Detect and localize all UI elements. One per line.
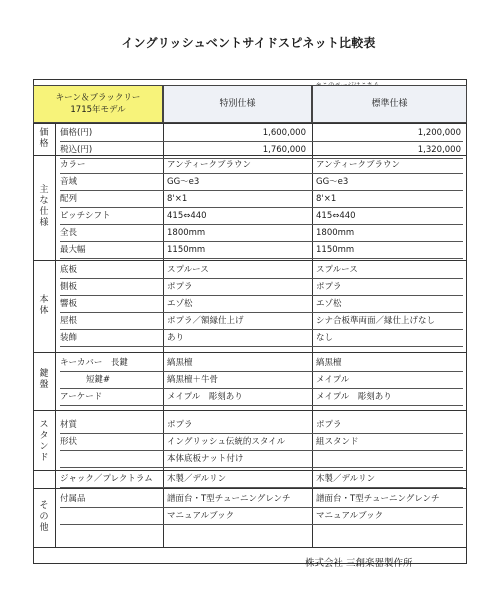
cell-special: マニュアルブック (167, 511, 235, 521)
header-model-name: キーン＆ブラックリー (55, 93, 141, 103)
section-divider (33, 410, 467, 411)
table-row (56, 434, 467, 451)
cell-special: 本体底板ナット付け (167, 454, 244, 464)
cell-standard: アンティークブラウン (316, 160, 400, 170)
cell-special: あり (167, 333, 185, 343)
cell-special: ポプラ (167, 282, 193, 292)
cell-standard: なし (316, 333, 334, 343)
header-model-year: 1715年モデル (70, 105, 126, 115)
section-other-char: の (39, 512, 49, 522)
page-title: イングリッシュベントサイドスピネット比較表 (121, 36, 376, 50)
table-row (56, 313, 467, 330)
table-row (56, 279, 467, 296)
cell-standard: 1150mm (316, 245, 355, 255)
row-rule (60, 524, 463, 525)
header-special (163, 85, 312, 123)
table-row (56, 330, 467, 347)
table-row (56, 262, 467, 279)
row-label: 底板 (60, 265, 78, 275)
section-stand-char: ス (39, 420, 49, 430)
cell-standard: 1800mm (316, 228, 355, 238)
cell-standard: 縞黒檀 (316, 358, 342, 368)
cell-special: 1,600,000 (262, 128, 306, 138)
table-row (56, 372, 467, 389)
section-stand-char: ド (39, 453, 49, 463)
row-label: 配列 (60, 194, 78, 204)
section-other-char: 他 (39, 523, 49, 533)
row-label: 音域 (60, 177, 78, 187)
row-label: キーカバー 長鍵 (60, 358, 128, 368)
cell-special: 1,760,000 (262, 145, 306, 155)
cell-standard: エゾ松 (316, 299, 342, 309)
section-body-char: 本 (39, 294, 49, 305)
row-label: 響板 (60, 299, 78, 309)
cell-special: 木製／デルリン (167, 474, 227, 484)
cell-special: ポプラ／額縁仕上げ (167, 316, 244, 326)
row-label: 装飾 (60, 333, 78, 343)
cell-standard: 1,320,000 (417, 145, 461, 155)
cell-standard: 木製／デルリン (316, 474, 376, 484)
row-rule (60, 487, 463, 488)
section-main-specs-char: 仕 (39, 207, 49, 217)
section-main-specs-char: 主 (39, 185, 49, 195)
section-main-specs-label (33, 155, 55, 259)
table-row (56, 174, 467, 191)
cell-special: イングリッシュ伝統的スタイル (167, 437, 286, 447)
row-rule (60, 346, 463, 347)
table-row (56, 208, 467, 225)
table-row (56, 508, 467, 525)
header-standard-label: 標準仕様 (371, 99, 408, 109)
table-row (56, 355, 467, 372)
table-row (56, 451, 467, 468)
table-row (56, 471, 467, 488)
table-row (56, 191, 467, 208)
table-row (56, 125, 467, 142)
table-row (56, 296, 467, 313)
row-rule (60, 258, 463, 259)
table-row (56, 389, 467, 406)
row-rule (60, 405, 463, 406)
cell-standard: メイプル (316, 375, 350, 385)
cell-standard: ポプラ (316, 420, 342, 430)
section-divider (33, 352, 467, 353)
row-label: ジャック／プレクトラム (60, 474, 153, 484)
cell-special: 譜面台・T型チューニングレンチ (167, 494, 291, 504)
section-divider (33, 260, 467, 261)
table-row (56, 225, 467, 242)
section-price-char: 格 (39, 138, 49, 149)
cell-special: ポプラ (167, 420, 193, 430)
cell-standard: シナ合板準両面／縁仕上げなし (316, 316, 436, 326)
row-label: 材質 (60, 420, 78, 430)
row-label: 税込(円) (60, 145, 93, 155)
cell-standard: スプルース (316, 265, 358, 275)
cell-standard: 組スタンド (316, 437, 359, 447)
row-label: 価格(円) (60, 128, 93, 138)
row-label: ピッチシフト (60, 211, 111, 221)
header-model (33, 85, 163, 123)
cell-special: アンティークブラウン (167, 160, 251, 170)
row-label: 短鍵# (86, 375, 111, 385)
cell-standard: 415⇔440 (316, 211, 356, 221)
table-row (56, 491, 467, 508)
cell-standard: 8'×1 (316, 194, 337, 204)
table-row (56, 157, 467, 174)
section-keyboard-char: 盤 (39, 380, 49, 390)
cell-special: 1800mm (167, 228, 206, 238)
section-divider (33, 547, 467, 548)
row-label: 全長 (60, 228, 78, 238)
section-stand-char: ン (39, 442, 49, 452)
section-stand-char: タ (39, 431, 49, 441)
cell-special: 8'×1 (167, 194, 188, 204)
header-standard (312, 85, 467, 123)
section-body-label (33, 261, 55, 350)
section-stand-label (33, 415, 55, 469)
cell-standard: メイプル 彫刻あり (316, 392, 392, 402)
cell-special: 縞黒檀＋牛骨 (167, 375, 219, 385)
cell-special: 1150mm (167, 245, 206, 255)
row-label: 付属品 (60, 494, 86, 504)
row-label: アーケード (60, 392, 103, 402)
row-label: 側板 (60, 282, 78, 292)
row-label: 形状 (60, 437, 78, 447)
cell-special: エゾ松 (167, 299, 193, 309)
row-label: 屋根 (60, 316, 78, 326)
section-divider (33, 123, 467, 124)
row-label: 最大幅 (60, 245, 86, 255)
cell-standard: 1,200,000 (417, 128, 461, 138)
header-special-label: 特別仕様 (219, 99, 256, 109)
cell-standard: マニュアルブック (316, 511, 384, 521)
cell-standard: 譜面台・T型チューニングレンチ (316, 494, 440, 504)
table-row (56, 242, 467, 259)
section-other-char: そ (39, 501, 49, 511)
section-other-label (33, 489, 55, 546)
table-row (56, 417, 467, 434)
company-name: 株式会社 三創楽器製作所 (305, 558, 413, 569)
cell-special: 415⇔440 (167, 211, 207, 221)
section-body-char: 体 (39, 305, 49, 316)
section-keyboard-char: 鍵 (39, 369, 49, 379)
cell-special: GG～e3 (167, 177, 200, 187)
row-rule (60, 467, 463, 468)
section-divider (33, 488, 467, 489)
cell-special: 縞黒檀 (167, 358, 193, 368)
cell-special: メイプル 彫刻あり (167, 392, 243, 402)
section-main-specs-char: な (39, 196, 49, 206)
cell-standard: GG～e3 (316, 177, 349, 187)
section-main-specs-char: 様 (39, 218, 49, 228)
row-label: カラー (60, 160, 86, 170)
section-keyboard-label (33, 353, 55, 407)
cell-standard: ポプラ (316, 282, 342, 292)
section-price-char: 価 (39, 127, 49, 138)
cell-special: スプルース (167, 265, 209, 275)
section-price-label (33, 125, 55, 152)
